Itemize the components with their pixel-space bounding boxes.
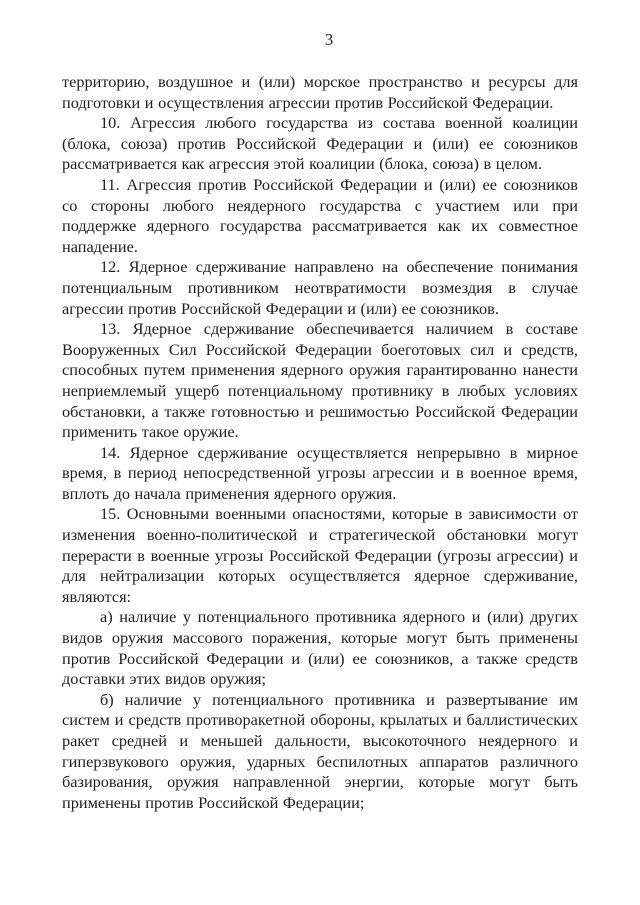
page-number: 3 xyxy=(324,30,334,49)
paragraph-15: 15. Основными военными опасностями, которые в зависимости от изменения военно-политической и стратегической обстановки могут перерасти в военные угрозы Российской Федерации (угрозы агрессии) и для нейтрализации которых осуществляется ядерное сдерживание, являются: xyxy=(62,504,578,606)
paragraph-10: 10. Агрессия любого государства из состава военной коалиции (блока, союза) против Российской Федерации и (или) ее союзников рассматривается как агрессия этой коалиции (блока, союза) в целом. xyxy=(62,113,578,174)
paragraph-14: 14. Ядерное сдерживание осуществляется непрерывно в мирное время, в период непосредственной угрозы агрессии и в военное время, вплоть до начала применения ядерного оружия. xyxy=(62,442,578,503)
paragraph-12: 12. Ядерное сдерживание направлено на обеспечение понимания потенциальным противником неотвратимости возмездия в случае агрессии против Российской Федерации и (или) ее союзников. xyxy=(62,257,578,318)
paragraph-15-item-b: б) наличие у потенциального противника и развертывание им систем и средств противоракетной обороны, крылатых и баллистических ракет средней и меньшей дальности, высокоточного неядерного и гиперзвукового оружия, ударных беспилотных аппаратов различного базирования, оружия направленной энергии, которые могут быть применены против Российской Федерации; xyxy=(62,689,578,812)
paragraph-13: 13. Ядерное сдерживание обеспечивается наличием в составе Вооруженных Сил Российской Федерации боеготовых сил и средств, способных путем применения ядерного оружия гарантированно нанести неприемлемый ущерб потенциальному противнику в любых условиях обстановки, а также готовностью и решимостью Российской Федерации применить такое оружие. xyxy=(62,319,578,442)
paragraph-continuation: территорию, воздушное и (или) морское пространство и ресурсы для подготовки и осуществления агрессии против Российской Федерации. xyxy=(62,72,578,112)
paragraph-11: 11. Агрессия против Российской Федерации и (или) ее союзников со стороны любого неядерного государства с участием или при поддержке ядерного государства рассматривается как их совместное нападение. xyxy=(62,174,578,256)
document-body xyxy=(62,72,578,813)
paragraph-15-item-a: а) наличие у потенциального противника ядерного и (или) других видов оружия массового поражения, которые могут быть применены против Российской Федерации и (или) ее союзников, а также средств доставки этих видов оружия; xyxy=(62,607,578,689)
